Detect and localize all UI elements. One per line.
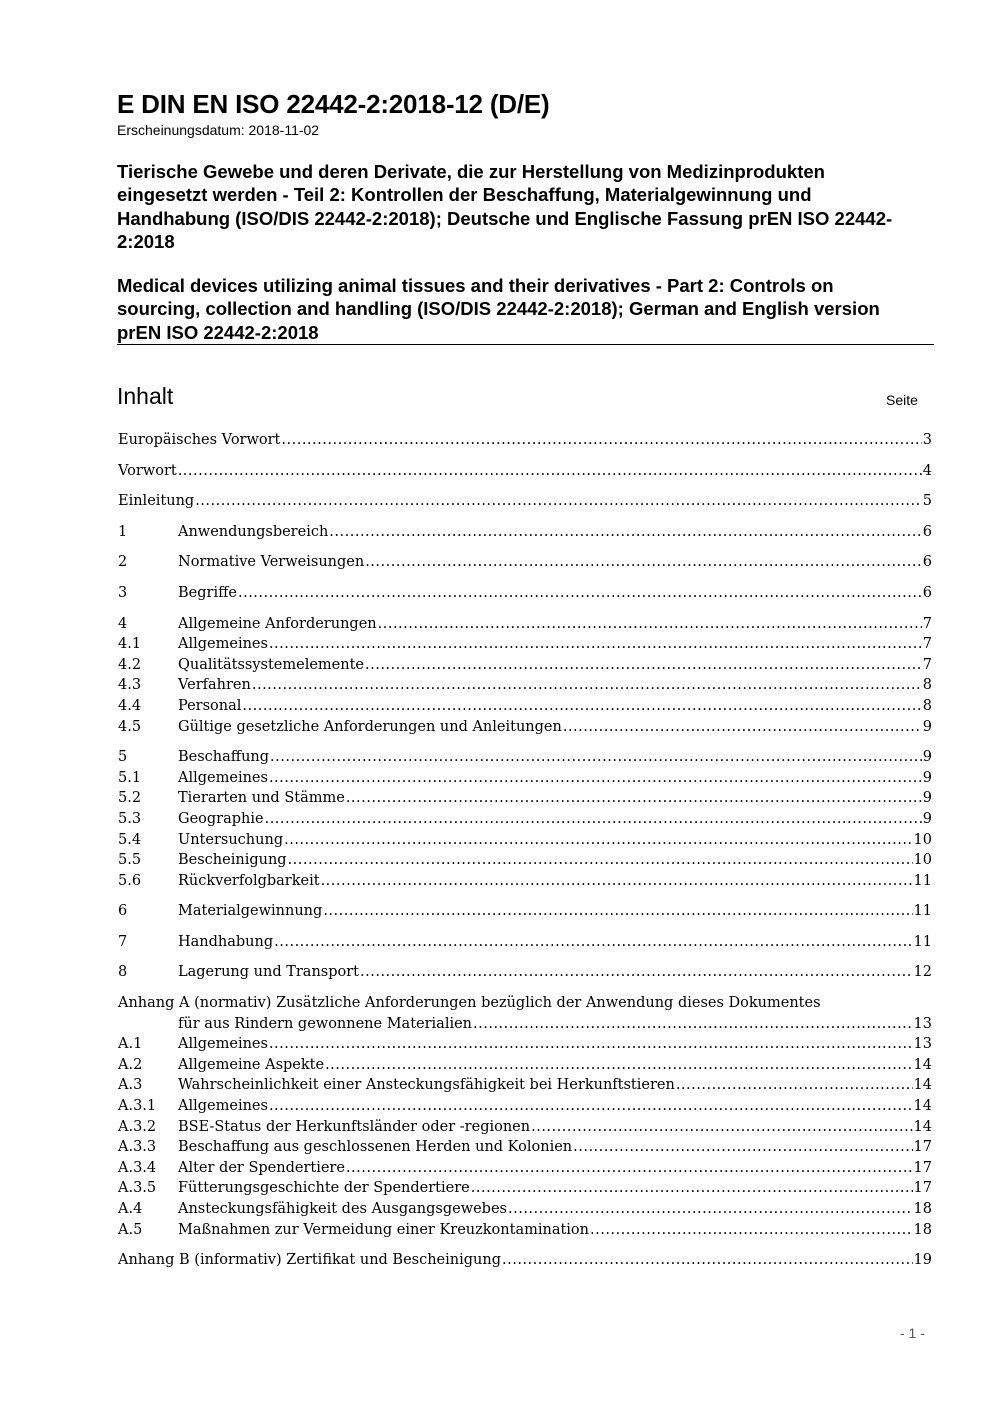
toc-entry-label: BSE-Status der Herkunftsländer oder -regionen [178, 1118, 531, 1135]
toc-entry-label: Anhang B (informativ) Zertifikat und Bescheinigung [118, 1252, 501, 1269]
toc-entry-label: Bescheinigung [178, 852, 287, 869]
toc-entry-page: 18 [913, 1201, 932, 1217]
toc-entry[interactable] [118, 1178, 932, 1199]
toc-entry-number: A.3.5 [118, 1180, 157, 1197]
toc-entry-label: Einleitung [118, 493, 195, 510]
toc-entry-page: 6 [922, 554, 932, 571]
toc-entry-page: 18 [913, 1221, 932, 1238]
toc-entry-number: 5.3 [118, 810, 142, 827]
toc-entry[interactable] [118, 1075, 932, 1096]
toc-entry-number: 3 [118, 584, 128, 601]
toc-entry[interactable] [118, 871, 932, 892]
toc-entry-label: Tierarten und Stämme [178, 790, 345, 807]
toc-entry-number: A.3.2 [118, 1118, 157, 1135]
toc-entry[interactable] [118, 1137, 932, 1158]
toc-entry-label: Lagerung und Transport [178, 964, 360, 981]
toc-entry-page: 17 [913, 1139, 932, 1156]
toc-entry-page: 8 [922, 697, 932, 714]
toc-entry-number: A.3.3 [118, 1139, 157, 1156]
toc-entry-number: 5.5 [118, 852, 142, 869]
toc-entry[interactable] [118, 809, 932, 830]
toc-entry-number: 4.2 [118, 656, 142, 673]
toc-entry-page: 6 [922, 584, 932, 601]
toc-entry-page: 14 [913, 1118, 932, 1135]
toc-entry-number: 5 [118, 749, 128, 766]
toc-entry-number: 5.6 [118, 872, 142, 889]
toc-entry-page: 11 [913, 872, 932, 889]
toc-entry-page: 7 [922, 636, 932, 653]
toc-entry-number: 2 [118, 554, 128, 571]
toc-entry-label: Untersuchung [178, 831, 284, 848]
toc-entry-annex-a[interactable] [118, 993, 932, 1034]
toc-entry-label: Allgemeines [178, 1098, 268, 1115]
toc-entry[interactable] [118, 1034, 932, 1055]
toc-entry-page: 9 [922, 749, 932, 766]
toc-entry-label: Materialgewinnung [178, 903, 323, 920]
toc-entry-page: 5 [922, 493, 932, 510]
toc-entry[interactable] [118, 1096, 932, 1117]
toc-entry-number: 5.1 [118, 769, 142, 786]
toc-entry[interactable] [118, 747, 932, 768]
toc-entry-page: 4 [922, 462, 932, 479]
toc-entry-label: Fütterungsgeschichte der Spendertiere [178, 1180, 470, 1197]
toc-entry-label: Rückverfolgbarkeit [178, 872, 320, 889]
toc-entry-page: 17 [913, 1180, 932, 1197]
toc-heading: Inhalt [117, 383, 174, 409]
toc-entry-number: A.3 [118, 1077, 143, 1094]
table-of-contents [118, 430, 932, 1271]
toc-entry-label: Anhang A (normativ) Zusätzliche Anforderungen bezüglich der Anwendung dieses Dokumentes [118, 995, 821, 1012]
toc-entry-label: Normative Verweisungen [178, 554, 365, 571]
header-divider [117, 344, 934, 345]
toc-page-column-label: Seite [886, 392, 918, 408]
toc-entry[interactable] [118, 1055, 932, 1076]
toc-entry-number: 4 [118, 615, 128, 632]
toc-entry-page: 9 [922, 718, 932, 735]
toc-entry-label: Geographie [178, 810, 264, 827]
toc-entry-page: 12 [913, 964, 932, 981]
toc-entry-label: Allgemeine Anforderungen [178, 615, 377, 632]
toc-entry[interactable] [118, 1199, 932, 1220]
toc-entry[interactable] [118, 491, 932, 512]
toc-entry[interactable] [118, 901, 932, 922]
toc-entry-page: 14 [913, 1077, 932, 1094]
toc-entry-label: Wahrscheinlichkeit einer Ansteckungsfähigkeit bei Herkunftstieren [178, 1077, 675, 1094]
title-german: Tierische Gewebe und deren Derivate, die zur Herstellung von Medizinprodukten eingesetzt werden - Teil 2: Kontrollen der Beschaffung, Materialgewinnung und Handhabung (ISO/DIS 22442-2:2018); Deutsche und Englische Fassung prEN ISO 22442-2:2018 [117, 161, 893, 252]
toc-entry-label: Alter der Spendertiere [178, 1159, 345, 1176]
toc-entry-page: 17 [913, 1159, 932, 1176]
toc-entry-page: 10 [913, 852, 932, 869]
toc-entry-label: Gültige gesetzliche Anforderungen und Anleitungen [178, 718, 562, 735]
toc-entry-page: 9 [922, 769, 932, 786]
toc-entry-page: 9 [922, 810, 932, 827]
toc-entry[interactable] [118, 788, 932, 809]
toc-entry[interactable] [118, 461, 932, 482]
toc-entry-page: 11 [913, 933, 932, 950]
toc-entry-annex-b[interactable] [118, 1250, 932, 1271]
toc-entry[interactable] [118, 768, 932, 789]
toc-entry-page: 10 [913, 831, 932, 848]
toc-entry[interactable] [118, 932, 932, 953]
toc-entry-number: 4.3 [118, 677, 142, 694]
toc-entry-label: Begriffe [178, 584, 237, 601]
toc-entry[interactable] [118, 655, 932, 676]
toc-entry-number: 4.5 [118, 718, 142, 735]
toc-entry-label: Europäisches Vorwort [118, 432, 281, 448]
toc-entry-page: 13 [913, 1015, 932, 1032]
toc-entry[interactable] [118, 583, 932, 604]
toc-entry-label: Handhabung [178, 933, 274, 950]
toc-entry[interactable] [118, 1117, 932, 1138]
toc-entry-label-continued: für aus Rindern gewonnene Materialien [178, 1015, 473, 1032]
toc-entry-label: Ansteckungsfähigkeit des Ausgangsgewebes [178, 1201, 507, 1217]
document-id: E DIN EN ISO 22442-2:2018-12 (D/E) [117, 89, 550, 119]
toc-entry-number: A.4 [118, 1201, 143, 1217]
toc-entry-number: 4.4 [118, 697, 142, 714]
toc-entry-number: 1 [118, 523, 128, 540]
toc-entry[interactable] [118, 634, 932, 655]
toc-entry-page: 9 [922, 790, 932, 807]
toc-entry[interactable] [118, 614, 932, 635]
publication-date: Erscheinungsdatum: 2018-11-02 [117, 122, 320, 138]
toc-entry-page: 7 [922, 656, 932, 673]
toc-entry-number: 5.2 [118, 790, 142, 807]
toc-entry-label: Allgemeines [178, 636, 268, 653]
toc-entry[interactable] [118, 675, 932, 696]
toc-entry[interactable] [118, 696, 932, 717]
toc-entry-label: Beschaffung [178, 749, 270, 766]
toc-entry-label: Allgemeine Aspekte [178, 1056, 325, 1073]
toc-entry-page: 3 [922, 432, 932, 448]
title-english: Medical devices utilizing animal tissues and their derivatives - Part 2: Controls on sourcing, collection and handling (ISO/DIS 22442-2:2018); German and English version prEN ISO 22442-2:2018 [117, 275, 880, 343]
toc-entry[interactable] [118, 430, 932, 451]
toc-entry-label: Beschaffung aus geschlossenen Herden und Kolonien [178, 1139, 573, 1156]
toc-entry[interactable] [118, 830, 932, 851]
toc-entry-number: A.5 [118, 1221, 143, 1238]
toc-entry-label: Personal [178, 697, 242, 714]
toc-entry[interactable] [118, 522, 932, 543]
toc-entry-page: 6 [922, 523, 932, 540]
toc-entry-number: 8 [118, 964, 128, 981]
toc-entry-page: 11 [913, 903, 932, 920]
toc-entry-label: Allgemeines [178, 769, 268, 786]
toc-entry-number: A.1 [118, 1036, 143, 1053]
toc-entry[interactable] [118, 962, 932, 983]
toc-entry-label: Verfahren [178, 677, 251, 694]
toc-entry-number: 7 [118, 933, 128, 950]
toc-entry-label: Anwendungsbereich [178, 523, 329, 540]
toc-entry-label: Qualitätssystemelemente [178, 656, 364, 673]
toc-entry-page: 14 [913, 1056, 932, 1073]
toc-entry-number: 4.1 [118, 636, 142, 653]
toc-entry-number: A.3.1 [118, 1098, 157, 1115]
toc-entry-page: 13 [913, 1036, 932, 1053]
toc-entry-number: A.2 [118, 1056, 143, 1073]
toc-entry[interactable] [118, 717, 932, 738]
toc-entry-page: 8 [922, 677, 932, 694]
toc-entry-label: Maßnahmen zur Vermeidung einer Kreuzkontamination [178, 1221, 589, 1238]
toc-entry-label: Allgemeines [178, 1036, 268, 1053]
toc-entry[interactable] [118, 850, 932, 871]
toc-entry-number: A.3.4 [118, 1159, 157, 1176]
toc-entry-page: 19 [913, 1252, 932, 1269]
toc-entry-number: 6 [118, 903, 128, 920]
toc-entry-label: Vorwort [118, 462, 177, 479]
toc-entry[interactable] [118, 1220, 932, 1241]
toc-entry[interactable] [118, 552, 932, 573]
toc-entry-number: 5.4 [118, 831, 142, 848]
toc-entry-page: 7 [922, 615, 932, 632]
toc-entry-page: 14 [913, 1098, 932, 1115]
toc-entry[interactable] [118, 1158, 932, 1179]
page-number: - 1 - [900, 1325, 925, 1341]
